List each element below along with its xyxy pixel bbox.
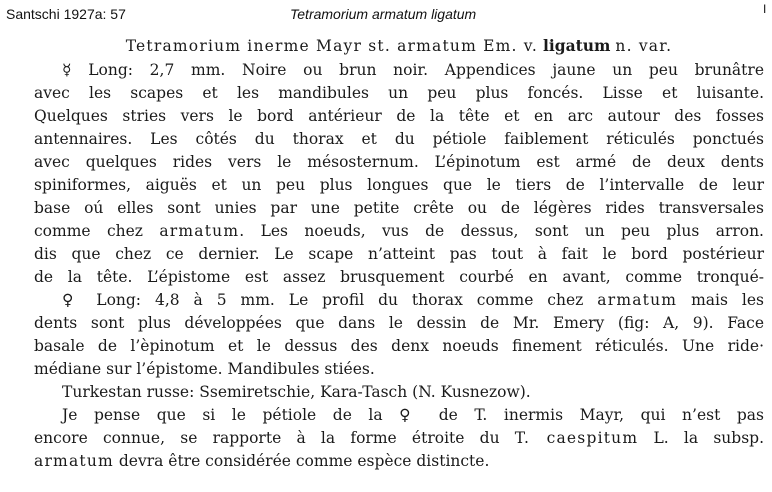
- text-line: dis que chez ce dernier. Le scape n’atteint pas tout à fait le bord postérieur: [34, 245, 764, 263]
- text-line: base oú elles sont unies par une petite crête ou de légères rides transversales: [34, 199, 764, 217]
- species-name: armatum: [34, 452, 114, 470]
- species-name: armatum: [159, 222, 240, 240]
- text-line: basale de l’èpinotum et le dessus des denx noeuds finement réticulés. Une ride·: [34, 337, 764, 355]
- text-line: dents sont plus développées que dans le dessin de Mr. Emery (fig: A, 9). Face: [34, 314, 764, 332]
- text-line: Je pense que si le pétiole de la ♀ de T. inermis Mayr, qui n’est pas: [62, 406, 764, 424]
- text-line: [34, 451, 764, 471]
- text-line: Quelques stries vers le bord antérieur de la tête et en arc autour des fosses: [34, 107, 764, 125]
- text-line: de la tête. L’épistome est assez brusquement courbé en avant, comme tronqué-: [34, 268, 764, 286]
- species-name: armatum: [597, 291, 678, 309]
- text-line: spiniformes, aiguës et un peu plus longues que le tiers de l’intervalle de leur: [34, 176, 764, 194]
- taxon-heading-pre: Tetramorium inerme Mayr st. armatum Em. v.: [125, 37, 539, 55]
- text-line: avec les scapes et les mandibules un peu plus foncés. Lisse et luisante.: [34, 84, 764, 102]
- text-fragment: ♀ Long: 4,8 à 5 mm. Le profil du thorax comme chez: [62, 291, 584, 309]
- text-fragment: mais les: [691, 291, 764, 309]
- taxon-heading-post: n. var.: [615, 37, 673, 55]
- text-line: avec quelques rides vers le mésosternum. L’épinotum est armé de deux dents: [34, 153, 764, 171]
- taxon-heading: [34, 36, 764, 56]
- text-fragment: devra être considérée comme espèce distincte.: [118, 452, 490, 470]
- citation: Santschi 1927a: 57: [6, 6, 126, 22]
- running-title: Tetramorium armatum ligatum: [290, 6, 477, 22]
- text-line: [62, 290, 764, 310]
- text-line: ☿ Long: 2,7 mm. Noire ou brun noir. Appendices jaune un peu brunâtre: [62, 61, 764, 79]
- taxon-heading-name: ligatum: [542, 36, 611, 55]
- locality-line: Turkestan russe: Ssemiretschie, Kara-Tasch (N. Kusnezow).: [62, 383, 531, 401]
- text-fragment: encore connue, se rapporte à la forme étroite du: [34, 429, 500, 447]
- text-fragment: . Les noeuds, vus de dessus, sont un peu plus arron.: [239, 222, 764, 240]
- species-name: T. caespitum: [514, 429, 639, 447]
- text-line: médiane sur l’épistome. Mandibules stiées.: [34, 360, 375, 378]
- text-line: antennaires. Les côtés du thorax et du pétiole faiblement réticulés ponctués: [34, 130, 764, 148]
- text-line: [34, 221, 764, 241]
- text-fragment: L. la subsp.: [653, 429, 765, 447]
- text-line: [34, 428, 764, 448]
- corner-mark: I: [763, 2, 767, 16]
- text-fragment: comme chez: [34, 222, 143, 240]
